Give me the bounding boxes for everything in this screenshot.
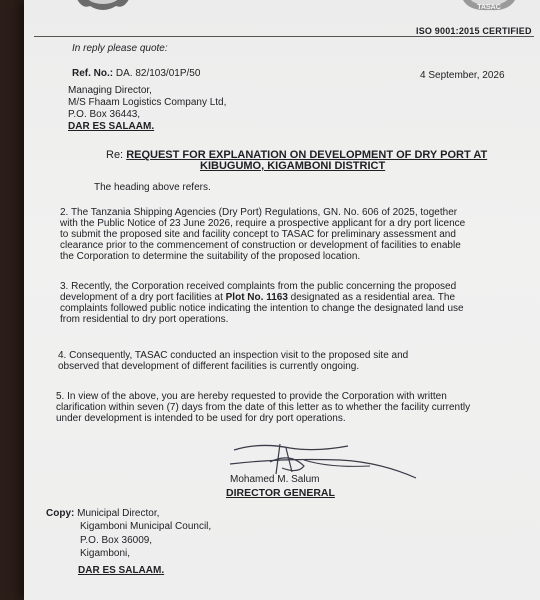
paragraph-3 [60, 281, 464, 325]
paragraph-2-line: 2. The Tanzania Shipping Agencies (Dry Port) Regulations, GN. No. 606 of 2025, together [60, 207, 458, 218]
paragraph-5 [56, 391, 470, 424]
recipient-line-1: Managing Director, [68, 85, 152, 96]
paragraph-4-line: observed that development of different facilities is currently ongoing. [58, 361, 360, 372]
paragraph-2-line: clearance prior to the commencement of construction or development of facilities to enable [60, 240, 461, 251]
paragraph-5-line: under development is intended to be used for dry port operations. [56, 413, 346, 424]
subject-label: Re: [106, 149, 124, 161]
copy-city: DAR ES SALAAM. [78, 565, 165, 576]
opening-sentence: The heading above refers. [94, 182, 211, 193]
subject-line-2: KIBUGUMO, KIGAMBONI DISTRICT [200, 160, 386, 172]
recipient-city: DAR ES SALAAM. [68, 121, 155, 132]
paragraph-5-line: 5. In view of the above, you are hereby requested to provide the Corporation with written [56, 391, 447, 402]
copy-line-3: P.O. Box 36009, [80, 535, 153, 546]
copy-line-1 [46, 508, 159, 519]
paragraph-3-line: complaints followed public notice indicating the intention to change the designated land use [60, 303, 464, 314]
paragraph-3-line [60, 292, 464, 303]
signatory-name: Mohamed M. Salum [230, 474, 320, 485]
copy-recipient: Municipal Director, [77, 508, 160, 519]
coat-of-arms-logo [68, 0, 138, 14]
recipient-line-2: M/S Fhaam Logistics Company Ltd, [68, 97, 227, 108]
paragraph-3-text: development of a dry port facilities at [60, 292, 226, 303]
plot-number: Plot No. 1163 [225, 292, 288, 303]
paragraph-2-line: to submit the proposed site and facility concept to TASAC for preliminary assessment and [60, 229, 456, 240]
reference-number: DA. 82/103/01P/50 [115, 68, 201, 79]
tasac-logo-text: TASAC [477, 4, 501, 11]
letter-date: 4 September, 2026 [420, 70, 505, 81]
reply-prompt: In reply please quote: [72, 43, 168, 54]
signatory-title: DIRECTOR GENERAL [226, 487, 335, 499]
paragraph-4 [58, 350, 408, 372]
iso-certification: ISO 9001:2015 CERTIFIED [416, 26, 532, 36]
paragraph-2-line: with the Public Notice of 23 June 2026, require a prospective applicant for a dry port licence [60, 218, 466, 229]
letter-sheet [24, 0, 540, 600]
paragraph-3-line: 3. Recently, the Corporation received complaints from the public concerning the proposed [60, 281, 457, 292]
tasac-logo [456, 0, 522, 14]
copy-line-4: Kigamboni, [80, 548, 131, 559]
paragraph-3-text: designated as a residential area. The [287, 292, 456, 303]
copy-label: Copy: [46, 508, 75, 519]
paragraph-2-line: the Corporation to determine the suitability of the proposed location. [60, 251, 361, 262]
subject-text: REQUEST FOR EXPLANATION ON DEVELOPMENT OF DRY PORT AT [126, 149, 488, 161]
paragraph-3-line: from residential to dry port operations. [60, 314, 229, 325]
paragraph-5-line: clarification within seven (7) days from the date of this letter as to whether the facility currently [56, 402, 471, 413]
paragraph-4-line: 4. Consequently, TASAC conducted an inspection visit to the proposed site and [58, 350, 409, 361]
paragraph-2 [60, 207, 465, 262]
copy-line-2: Kigamboni Municipal Council, [80, 521, 212, 532]
reference-label: Ref. No.: [72, 68, 114, 79]
header-divider [34, 36, 534, 37]
recipient-line-3: P.O. Box 36443, [68, 109, 141, 120]
reference-line [72, 68, 200, 79]
